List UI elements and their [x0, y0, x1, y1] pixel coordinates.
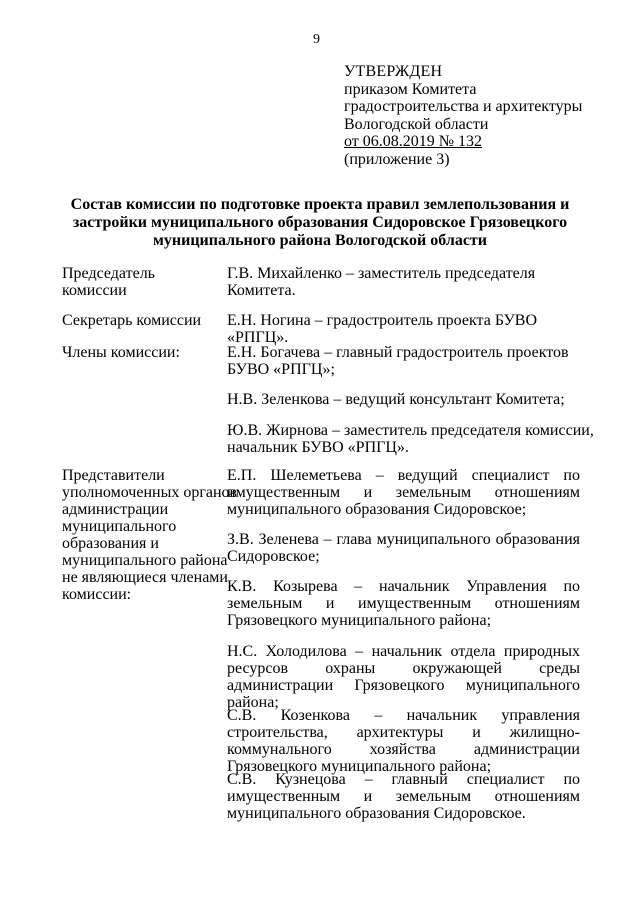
representative-entry: З.В. Зеленева – глава муниципального образования Сидоровское; — [227, 531, 580, 565]
role-members: Члены комиссии: — [62, 344, 180, 361]
approval-stamp — [344, 63, 582, 168]
representative-entry: С.В. Кузнецова – главный специалист по имущественным и земельным отношениям муниципального образования Сидоровское. — [227, 771, 580, 822]
approval-line: Вологодской области — [344, 115, 489, 133]
member-entry — [227, 422, 594, 456]
member-entry — [227, 391, 580, 408]
role-chairman: Председатель комиссии — [62, 265, 155, 299]
page-number: 9 — [313, 32, 320, 47]
representative-entry: Е.П. Шелеметьева – ведущий специалист по имущественным и земельным отношениям муниципального образования Сидоровское; — [227, 467, 580, 518]
representative-entry: Н.С. Холодилова – начальник отдела природных ресурсов охраны окружающей среды администрации Грязовецкого муниципального района; — [227, 643, 580, 711]
role-line: Представители — [62, 467, 165, 484]
role-secretary: Секретарь комиссии — [62, 312, 202, 329]
entry-line: Н.В. Зеленкова – ведущий консультант Комитета; — [227, 391, 565, 408]
role-line: администрации — [62, 501, 169, 518]
entry-line: Г.В. Михайленко – заместитель председателя — [227, 265, 536, 282]
role-representatives — [62, 467, 238, 603]
role-line: муниципального — [62, 518, 177, 535]
document-heading — [70, 196, 570, 250]
approval-line: градостроительства и архитектуры — [344, 98, 583, 115]
entry-line: Комитета. — [227, 282, 296, 299]
representative-entry: С.В. Козенкова – начальник управления строительства, архитектуры и жилищно-коммунального хозяйства администрации Грязовецкого муниципального района; — [227, 707, 580, 775]
heading-line: Состав комиссии по подготовке проекта правил землепользования и — [70, 196, 570, 213]
secretary-entry: Е.Н. Ногина – градостроитель проекта БУВО «РПГЦ». — [227, 312, 537, 346]
role-line: не являющиеся членами — [62, 569, 228, 586]
role-line: уполномоченных органов — [62, 484, 238, 501]
member-entry — [227, 344, 580, 378]
approval-order: от 06.08.2019 № 132 — [344, 133, 483, 150]
approval-appendix: (приложение 3) — [344, 150, 450, 168]
approval-line: приказом Комитета — [344, 80, 477, 98]
approval-title: УТВЕРЖДЕН — [344, 63, 443, 80]
entry-line: начальник БУВО «РПГЦ». — [227, 439, 409, 456]
entry-line: БУВО «РПГЦ»; — [227, 361, 335, 378]
representative-entry: К.В. Козырева – начальник Управления по земельным и имущественным отношениям Грязовецкого муниципального района; — [227, 578, 580, 629]
heading-line: застройки муниципального образования Сидоровское Грязовецкого — [72, 214, 568, 231]
chairman-entry — [227, 265, 580, 299]
entry-line: Ю.В. Жирнова – заместитель председателя комиссии, — [227, 422, 594, 439]
role-line: образования и — [62, 535, 159, 552]
heading-line: муниципального района Вологодской области — [152, 232, 487, 249]
entry-line: Е.Н. Богачева – главный градостроитель проектов — [227, 344, 569, 361]
role-line: комиссии: — [62, 586, 132, 603]
role-line: муниципального района — [62, 552, 228, 569]
